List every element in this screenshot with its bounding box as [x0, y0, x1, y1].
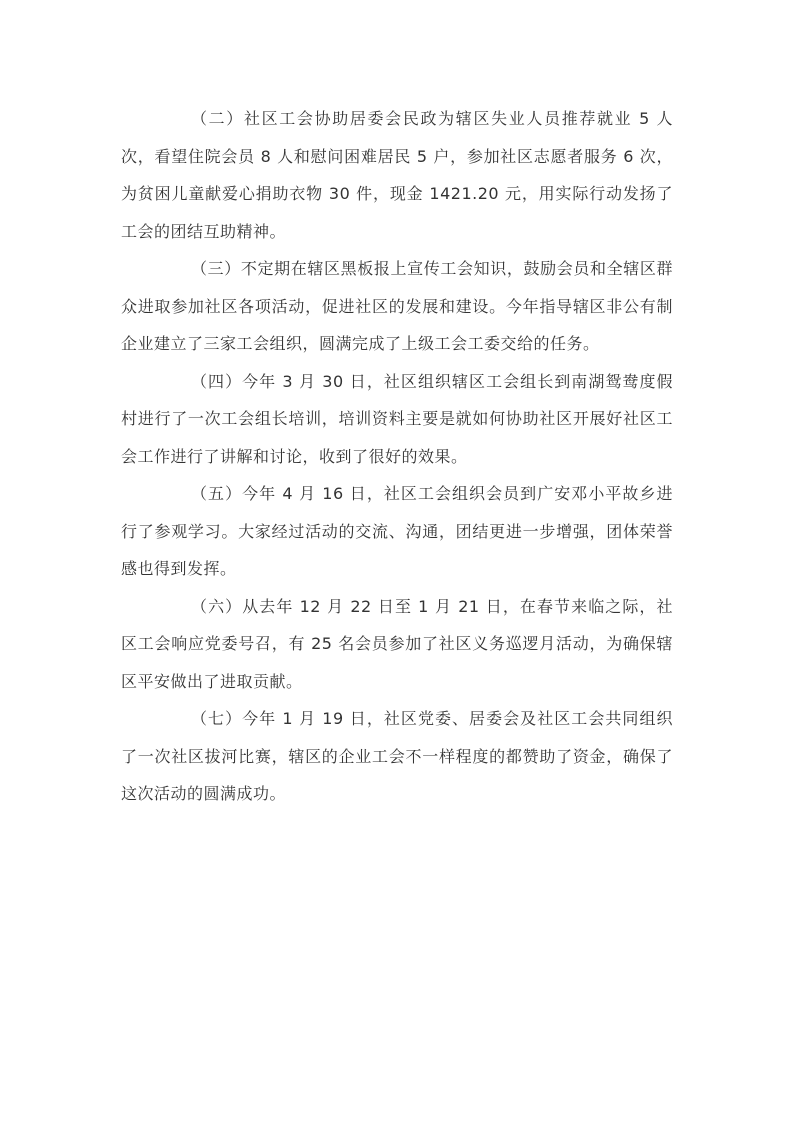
paragraph-4: （四）今年 3 月 30 日，社区组织辖区工会组长到南湖鸳鸯度假村进行了一次工会组长培训，培训资料主要是就如何协助社区开展好社区工会工作进行了讲解和讨论，收到了很好的效果。 [121, 371, 673, 466]
paragraph-2: （二）社区工会协助居委会民政为辖区失业人员推荐就业 5 人次，看望住院会员 8 人和慰问困难居民 5 户，参加社区志愿者服务 6 次，为贫困儿童献爱心捐助衣物 30 件，现金 1421.20 元，用实际行动发扬了工会的团结互助精神。 [121, 109, 673, 241]
paragraph-5: （五）今年 4 月 16 日，社区工会组织会员到广安邓小平故乡进行了参观学习。大家经过活动的交流、沟通，团结更进一步增强，团体荣誉感也得到发挥。 [121, 484, 673, 578]
document-body [121, 100, 673, 813]
paragraph-7: （七）今年 1 月 19 日，社区党委、居委会及社区工会共同组织了一次社区拔河比赛，辖区的企业工会不一样程度的都赞助了资金，确保了这次活动的圆满成功。 [121, 709, 673, 803]
paragraph-3: （三）不定期在辖区黑板报上宣传工会知识，鼓励会员和全辖区群众进取参加社区各项活动，促进社区的发展和建设。今年指导辖区非公有制企业建立了三家工会组织，圆满完成了上级工会工委交给的任务。 [121, 259, 673, 353]
paragraph-6: （六）从去年 12 月 22 日至 1 月 21 日，在春节来临之际，社区工会响应党委号召，有 25 名会员参加了社区义务巡逻月活动，为确保辖区平安做出了进取贡献。 [121, 596, 673, 691]
